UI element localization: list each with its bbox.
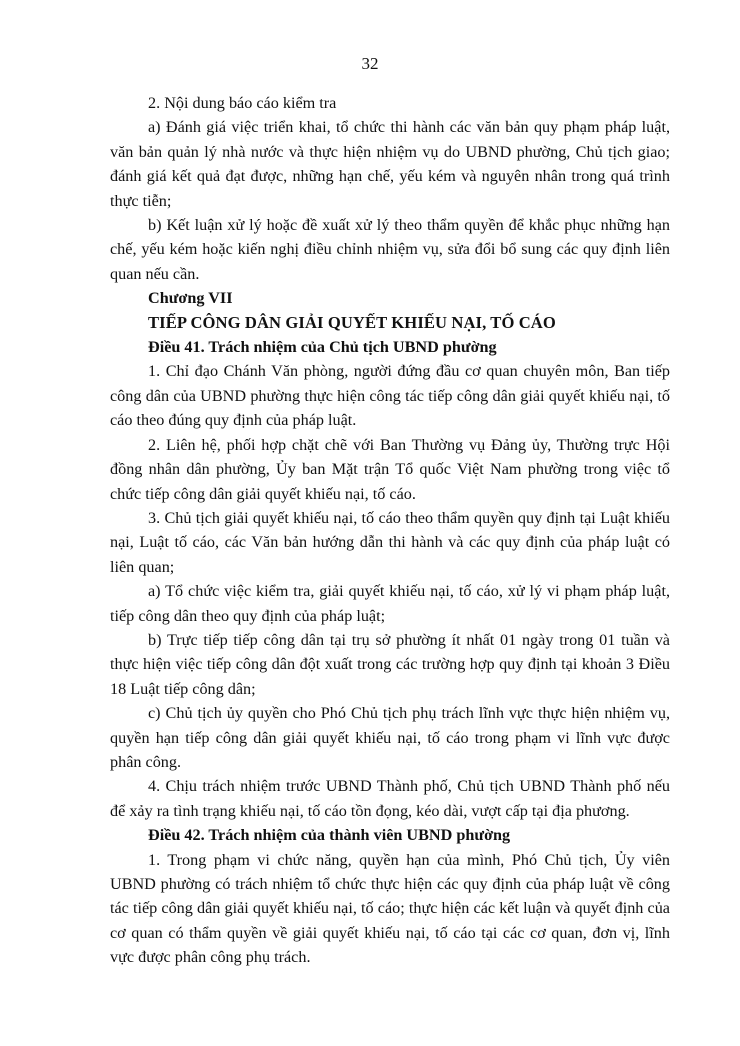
paragraph: c) Chủ tịch ủy quyền cho Phó Chủ tịch phụ trách lĩnh vực thực hiện nhiệm vụ, quyền hạn tiếp công dân giải quyết khiếu nại, tố cáo trong phạm vi lĩnh vực được phân công. bbox=[110, 704, 670, 771]
paragraph: 1. Chỉ đạo Chánh Văn phòng, người đứng đầu cơ quan chuyên môn, Ban tiếp công dân của UBND phường thực hiện công tác tiếp công dân giải quyết khiếu nại, tố cáo theo đúng quy định của pháp luật. bbox=[110, 362, 670, 430]
paragraph: 2. Liên hệ, phối hợp chặt chẽ với Ban Thường vụ Đảng ủy, Thường trực Hội đồng nhân dân phường, Ủy ban Mặt trận Tổ quốc Việt Nam phường trong việc tổ chức tiếp công dân giải quyết khiếu nại, tố cáo. bbox=[110, 435, 670, 503]
section-heading: 2. Nội dung báo cáo kiểm tra bbox=[148, 94, 337, 112]
paragraph: b) Trực tiếp tiếp công dân tại trụ sở phường ít nhất 01 ngày trong 01 tuần và thực hiện việc tiếp công dân đột xuất trong các trường hợp quy định tại khoản 3 Điều 18 Luật tiếp công dân; bbox=[110, 630, 670, 698]
chapter-title: TIẾP CÔNG DÂN GIẢI QUYẾT KHIẾU NẠI, TỐ CÁO bbox=[148, 312, 556, 332]
paragraph: 1. Trong phạm vi chức năng, quyền hạn của mình, Phó Chủ tịch, Ủy viên UBND phường có trách nhiệm tổ chức thực hiện các quy định của pháp luật về công tác tiếp công dân giải quyết khiếu nại, tố cáo; thực hiện các kết luận và quyết định của cơ quan có thẩm quyền về giải quyết khiếu nại, tố cáo tại các cơ quan, đơn vị, lĩnh vực được phân công phụ trách. bbox=[110, 850, 670, 967]
page-number: 32 bbox=[361, 54, 379, 73]
paragraph: 4. Chịu trách nhiệm trước UBND Thành phố, Chủ tịch UBND Thành phố nếu để xảy ra tình trạng khiếu nại, tố cáo tồn đọng, kéo dài, vượt cấp tại địa phương. bbox=[110, 777, 670, 820]
article-heading: Điều 41. Trách nhiệm của Chủ tịch UBND phường bbox=[148, 338, 497, 357]
paragraph: b) Kết luận xử lý hoặc đề xuất xử lý theo thẩm quyền để khắc phục những hạn chế, yếu kém hoặc kiến nghị điều chỉnh nhiệm vụ, sửa đổi bổ sung các quy định liên quan nếu cần. bbox=[110, 216, 670, 283]
article-heading: Điều 42. Trách nhiệm của thành viên UBND phường bbox=[148, 826, 511, 845]
chapter-number: Chương VII bbox=[148, 289, 233, 308]
document-body bbox=[110, 91, 670, 970]
paragraph: a) Đánh giá việc triển khai, tổ chức thi hành các văn bản quy phạm pháp luật, văn bản quản lý nhà nước và thực hiện nhiệm vụ do UBND phường, Chủ tịch giao; đánh giá kết quả đạt được, những hạn chế, yếu kém và nguyên nhân trong quá trình thực tiễn; bbox=[110, 118, 670, 210]
paragraph: 3. Chủ tịch giải quyết khiếu nại, tố cáo theo thẩm quyền quy định tại Luật khiếu nại, Luật tố cáo, các Văn bản hướng dẫn thi hành và các quy định của pháp luật có liên quan; bbox=[110, 508, 670, 576]
paragraph: a) Tổ chức việc kiểm tra, giải quyết khiếu nại, tố cáo, xử lý vi phạm pháp luật, tiếp công dân theo quy định của pháp luật; bbox=[110, 582, 670, 625]
